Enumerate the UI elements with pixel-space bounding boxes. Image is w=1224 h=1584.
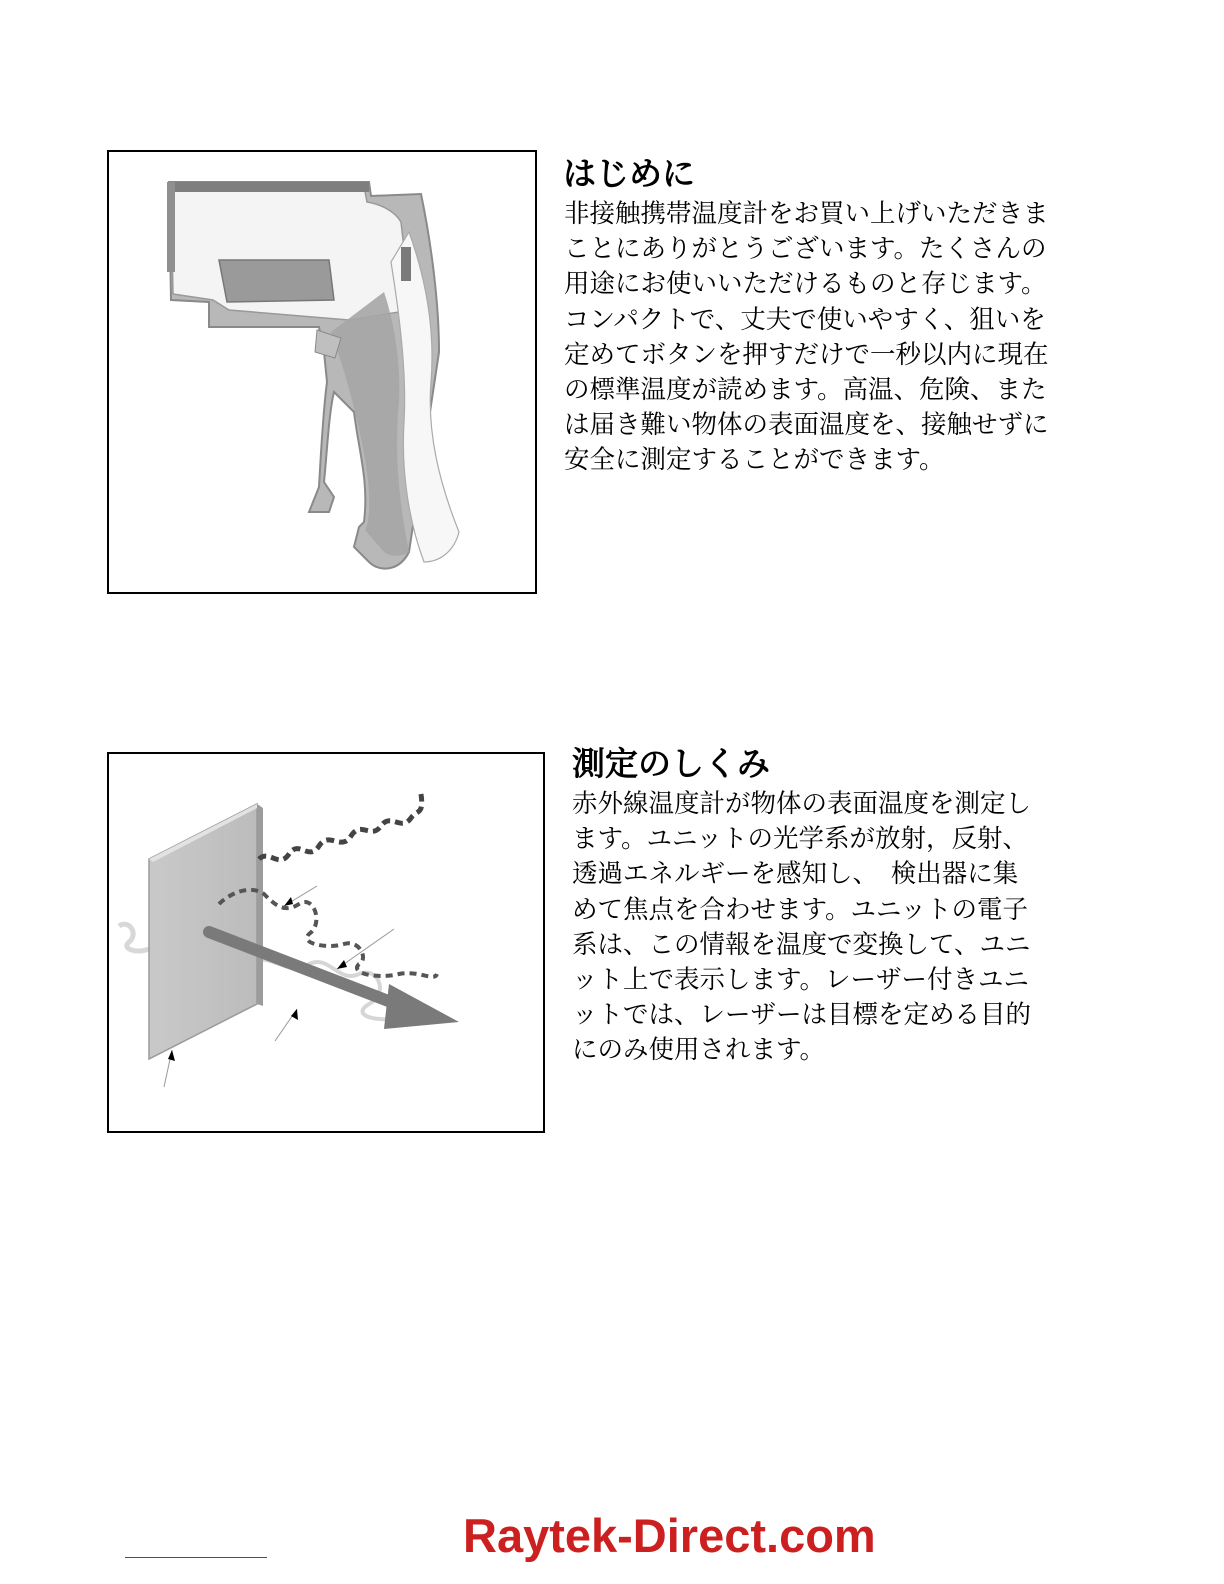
side-button	[401, 247, 411, 281]
thermometer-lens-edge	[167, 182, 175, 272]
section-body-how-it-works: 赤外線温度計が物体の表面温度を測定し ます。ユニットの光学系が放射，反射、 透過エネルギーを感知し、 検出器に集 めて焦点を合わせます。ユニットの電子 系は、この情報を温度で変換して、ユニ ット上で表示します。レーザー付きユニ ットでは、レーザーは目標を定める目的 にのみ使用されます。	[572, 789, 1032, 1066]
ambient-wave-left	[119, 924, 149, 951]
footer-rule	[125, 1557, 267, 1558]
section-body-introduction: 非接触携帯温度計をお買い上げいただきま ことにありがとうございます。たくさんの 用途にお使いいただけるものと存じます。 コンパクトで、丈夫で使いやすく、狙いを 定めてボタンを押すだけで一秒以内に現在 の標準温度が読めます。高温、危険、また は届き難い物体の表面温度を、接触せずに 安全に測定することができます。	[564, 199, 1049, 476]
pointer-arrowhead-surface	[168, 1050, 175, 1061]
pointer-arrowhead-reflected	[337, 960, 347, 969]
section-heading-introduction: はじめに	[563, 154, 695, 193]
measurement-diagram-figure	[107, 752, 545, 1133]
display-window	[219, 260, 334, 302]
energy-measurement-diagram-icon	[109, 754, 543, 1131]
thermometer-figure	[107, 150, 537, 594]
pointer-line-reflected	[337, 929, 394, 969]
thermometer-nose	[169, 182, 369, 192]
section-heading-how-it-works: 測定のしくみ	[572, 744, 770, 783]
pointer-arrowhead-emitted	[284, 897, 293, 906]
infrared-thermometer-icon	[109, 152, 535, 592]
target-surface-edge	[257, 804, 263, 1006]
footer-site-link[interactable]: Raytek-Direct.com	[463, 1509, 876, 1562]
pointer-arrowhead-transmitted	[291, 1009, 298, 1020]
target-surface	[149, 804, 257, 1059]
measurement-arrow-head	[384, 984, 459, 1029]
emitted-energy-wave	[259, 794, 422, 860]
